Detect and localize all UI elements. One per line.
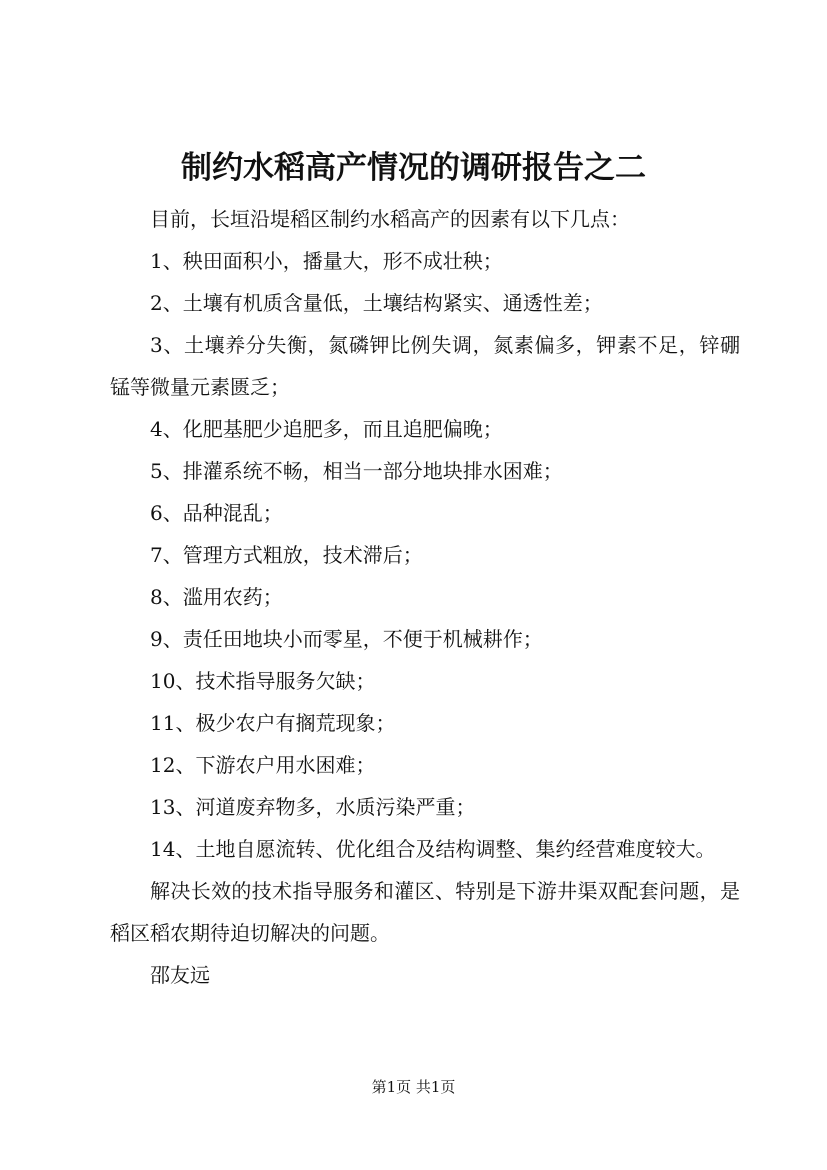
document-body <box>110 198 740 996</box>
paragraph-item-9: 9、责任田地块小而零星，不便于机械耕作； <box>150 627 543 651</box>
paragraph-item-8: 8、滥用农药； <box>150 585 283 609</box>
paragraph-conclusion: 解决长效的技术指导服务和灌区、特别是下游井渠双配套问题，是稻区稻农期待迫切解决的问题。 <box>110 879 740 945</box>
paragraph-item-7: 7、管理方式粗放，技术滞后； <box>150 543 423 567</box>
paragraph-item-11: 11、极少农户有搁荒现象； <box>150 711 396 735</box>
paragraph-item-3: 3、土壤养分失衡，氮磷钾比例失调，氮素偏多，钾素不足，锌硼锰等微量元素匮乏； <box>110 333 740 399</box>
document-title: 制约水稻高产情况的调研报告之二 <box>181 150 646 186</box>
paragraph-item-13: 13、河道废弃物多，水质污染严重； <box>150 795 476 819</box>
paragraph-item-12: 12、下游农户用水困难； <box>150 753 376 777</box>
paragraph-intro: 目前，长垣沿堤稻区制约水稻高产的因素有以下几点： <box>150 207 630 231</box>
paragraph-item-10: 10、技术指导服务欠缺； <box>150 669 376 693</box>
paragraph-item-14: 14、土地自愿流转、优化组合及结构调整、集约经营难度较大。 <box>150 837 716 861</box>
paragraph-item-5: 5、排灌系统不畅，相当一部分地块排水困难； <box>150 459 563 483</box>
paragraph-item-6: 6、品种混乱； <box>150 501 283 525</box>
author-signature: 邵友远 <box>150 963 210 987</box>
paragraph-item-2: 2、土壤有机质含量低，土壤结构紧实、通透性差； <box>150 291 603 315</box>
page-footer: 第1页 共1页 <box>371 1078 456 1096</box>
paragraph-item-4: 4、化肥基肥少追肥多，而且追肥偏晚； <box>150 417 503 441</box>
paragraph-item-1: 1、秧田面积小，播量大，形不成壮秧； <box>150 249 503 273</box>
